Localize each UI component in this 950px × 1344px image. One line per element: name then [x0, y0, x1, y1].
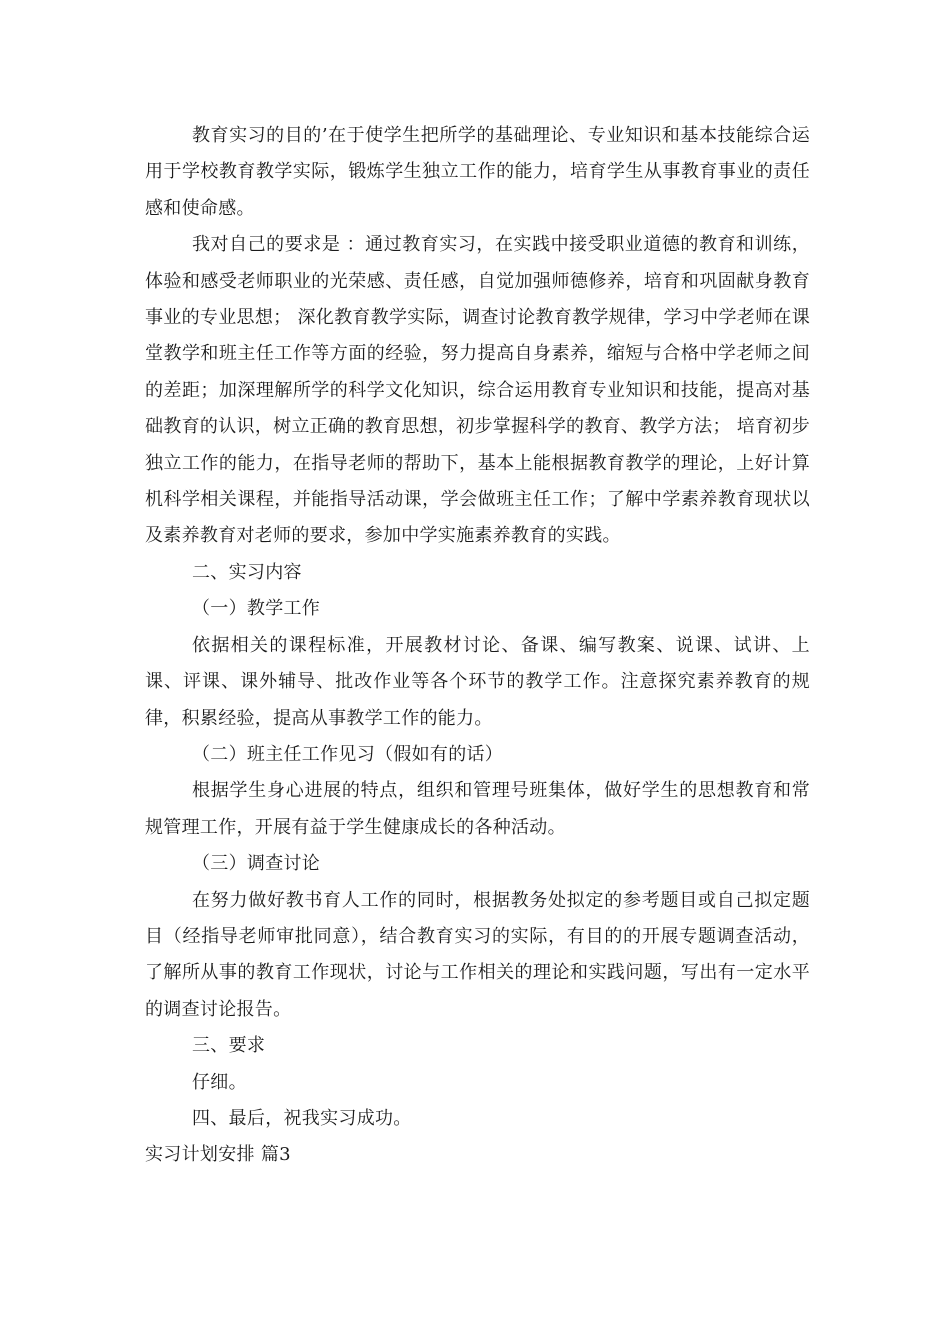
paragraph-class-teacher: 根据学生身心进展的特点，组织和管理号班集体，做好学生的思想教育和常规管理工作，开展有益于学生健康成长的各种活动。: [145, 780, 810, 838]
section-heading-closing: 四、最后，祝我实习成功。: [192, 1107, 412, 1129]
subheading-research: （三）调查讨论: [192, 853, 321, 875]
subheading-teaching: （一）教学工作: [192, 598, 321, 620]
paragraph-teaching: 依据相关的课程标准，开展教材讨论、备课、编写教案、说课、试讲、上课、评课、课外辅导、批改作业等各个环节的教学工作。注意探究素养教育的规律，积累经验，提高从事教学工作的能力。: [145, 634, 810, 729]
document-body: [145, 118, 810, 1174]
paragraph-requirements-body: 仔细。: [192, 1071, 247, 1093]
section-heading-content: 二、实习内容: [192, 561, 302, 583]
subheading-class-teacher: （二）班主任工作见习（假如有的话）: [192, 743, 504, 765]
paragraph-purpose: 教育实习的目的’在于使学生把所学的基础理论、专业知识和基本技能综合运用于学校教育教学实际，锻炼学生独立工作的能力，培育学生从事教育事业的责任感和使命感。: [145, 125, 810, 219]
paragraph-research: 在努力做好教书育人工作的同时，根据教务处拟定的参考题目或自己拟定题目（经指导老师审批同意），结合教育实习的实际，有目的的开展专题调查活动，了解所从事的教育工作现状，讨论与工作相关的理论和实践问题，写出有一定水平的调查讨论报告。: [145, 889, 810, 1020]
paragraph-requirements: 我对自己的要求是 ：通过教育实习，在实践中接受职业道德的教育和训练，体验和感受老师职业的光荣感、责任感，自觉加强师德修养，培育和巩固献身教育事业的专业思想； 深化教育教学实际，调查讨论教育教学规律，学习中学老师在课堂教学和班主任工作等方面的经验，努力提高自身素养，缩短与合格中学老师之间的差距；加深理解所学的科学文化知识，综合运用教育专业知识和技能，提高对基础教育的认识，树立正确的教育思想，初步掌握科学的教育、教学方法； 培育初步独立工作的能力，在指导老师的帮助下，基本上能根据教育教学的理论，上好计算机科学相关课程，并能指导活动课，学会做班主任工作；了解中学素养教育现状以及素养教育对老师的要求，参加中学实施素养教育的实践。: [145, 234, 810, 547]
section-heading-requirements: 三、要求: [192, 1035, 266, 1057]
next-article-title: 实习计划安排 篇3: [145, 1144, 291, 1166]
